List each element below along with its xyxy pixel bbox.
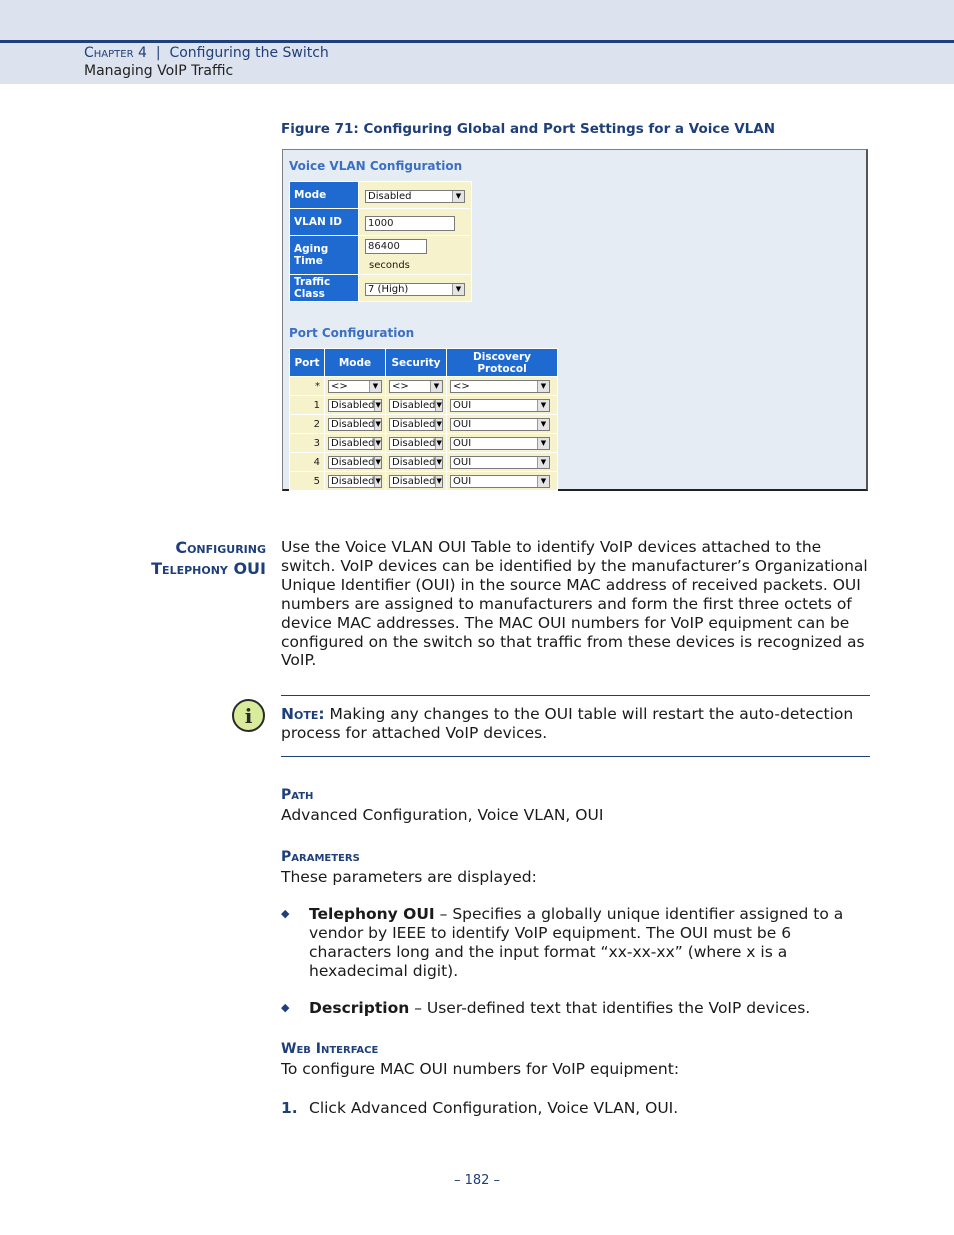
section-heading [151,537,266,579]
config-row-traffic-class [290,275,472,302]
param-term: Telephony OUI [309,905,435,923]
port-security-select[interactable]: Disabled ▼ [389,418,443,431]
chevron-down-icon: ▼ [452,284,464,295]
col-security: Security [386,349,447,377]
chevron-down-icon: ▼ [452,191,464,202]
traffic-class-select[interactable]: 7 (High) ▼ [365,283,465,296]
path-text: Advanced Configuration, Voice VLAN, OUI [281,806,604,824]
col-port: Port [290,349,325,377]
figure-caption: Figure 71: Configuring Global and Port Settings for a Voice VLAN [281,121,776,137]
chevron-down-icon: ▼ [537,457,549,468]
chevron-down-icon: ▼ [436,458,442,466]
chapter-label: Chapter 4 [84,45,147,61]
voice-vlan-table [289,181,472,302]
header-separator: | [155,45,161,61]
port-discovery-select[interactable]: OUI ▼ [450,456,550,469]
port-number: 1 [290,396,325,415]
header-section: Managing VoIP Traffic [84,63,234,79]
diamond-bullet-icon: ◆ [281,907,290,920]
chevron-down-icon: ▼ [537,419,549,430]
web-interface-heading: Web Interface [281,1041,379,1057]
port-mode-select[interactable]: <> ▼ [328,380,382,393]
port-config-table [289,348,558,491]
port-discovery-select[interactable]: OUI ▼ [450,437,550,450]
port-security-select[interactable]: <> ▼ [389,380,443,393]
port-security-select[interactable]: Disabled ▼ [389,456,443,469]
chevron-down-icon: ▼ [537,400,549,411]
port-mode-select[interactable]: Disabled ▼ [328,475,382,488]
port-security-select[interactable]: Disabled ▼ [389,437,443,450]
table-row [290,434,558,453]
chevron-down-icon: ▼ [537,381,549,392]
page-number: – 182 – [453,1173,501,1188]
figure-screenshot [282,149,868,491]
col-mode: Mode [325,349,386,377]
config-row-vlan-id [290,209,472,236]
note-top-rule [281,695,870,696]
chevron-down-icon: ▼ [369,381,381,392]
port-number: 3 [290,434,325,453]
path-heading: Path [281,787,314,803]
chevron-down-icon: ▼ [430,381,442,392]
port-discovery-select[interactable]: OUI ▼ [450,475,550,488]
voice-vlan-title: Voice VLAN Configuration [289,159,463,173]
param-desc: – Specifies a globally unique identifier assigned to a vendor by IEEE to identify VoIP equipment. The OUI must be 6 characters long and the input format “xx-xx-xx” (where x is a hexadecimal digit). [309,905,844,980]
note-bottom-rule [281,756,870,757]
port-security-select[interactable]: Disabled ▼ [389,399,443,412]
port-number: * [290,377,325,396]
note-text: Making any changes to the OUI table will restart the auto-detection process for attached VoIP devices. [281,705,854,742]
vlan-id-label: VLAN ID [290,209,359,236]
chevron-down-icon: ▼ [436,401,442,409]
port-number: 4 [290,453,325,472]
table-row [290,415,558,434]
list-item [309,905,869,981]
parameters-intro: These parameters are displayed: [281,868,537,886]
aging-time-label: Aging Time [290,236,359,275]
col-discovery-protocol: Discovery Protocol [447,349,558,377]
mode-label: Mode [290,182,359,209]
step-number: 1. [281,1099,298,1117]
port-number: 5 [290,472,325,491]
aging-time-unit: seconds [369,260,410,271]
param-term: Description [309,999,410,1017]
chevron-down-icon: ▼ [375,477,381,485]
port-header-row [290,349,558,377]
chevron-down-icon: ▼ [375,458,381,466]
param-desc: – User-defined text that identifies the VoIP devices. [414,999,811,1017]
header-chapter-line [84,45,329,61]
chevron-down-icon: ▼ [436,477,442,485]
mode-select[interactable]: Disabled ▼ [365,190,465,203]
chevron-down-icon: ▼ [537,476,549,487]
section-heading-line1: Configuring [175,538,266,557]
aging-time-input[interactable]: 86400 [365,239,427,254]
note-label: Note: [281,705,325,723]
table-row [290,377,558,396]
port-discovery-select[interactable]: OUI ▼ [450,399,550,412]
header-rule [0,40,954,43]
port-mode-select[interactable]: Disabled ▼ [328,418,382,431]
chevron-down-icon: ▼ [375,401,381,409]
parameters-heading: Parameters [281,849,360,865]
port-discovery-select[interactable]: OUI ▼ [450,418,550,431]
note-block [281,705,870,743]
chevron-down-icon: ▼ [436,439,442,447]
step-text: Click Advanced Configuration, Voice VLAN, OUI. [309,1099,679,1117]
port-mode-select[interactable]: Disabled ▼ [328,437,382,450]
info-icon: i [232,699,265,732]
config-row-mode [290,182,472,209]
chevron-down-icon: ▼ [436,420,442,428]
port-mode-select[interactable]: Disabled ▼ [328,456,382,469]
port-config-title: Port Configuration [289,326,415,340]
port-number: 2 [290,415,325,434]
table-row [290,396,558,415]
chevron-down-icon: ▼ [375,439,381,447]
section-heading-line2: Telephony OUI [151,559,266,578]
page-header [0,0,954,84]
port-discovery-select[interactable]: <> ▼ [450,380,550,393]
config-row-aging-time [290,236,472,275]
intro-paragraph: Use the Voice VLAN OUI Table to identify VoIP devices attached to the switch. VoIP devices can be identified by the manufacturer’s Organizational Unique Identifier (OUI) in the source MAC address of received packets. OUI numbers are assigned to manufacturers and form the first three octets of device MAC addresses. The MAC OUI numbers for VoIP equipment can be configured on the switch so that traffic from these devices is recognized as VoIP. [281,538,868,670]
chapter-title: Configuring the Switch [169,45,329,61]
port-mode-select[interactable]: Disabled ▼ [328,399,382,412]
web-interface-intro: To configure MAC OUI numbers for VoIP equipment: [281,1060,680,1078]
port-security-select[interactable]: Disabled ▼ [389,475,443,488]
traffic-class-label: Traffic Class [290,275,359,302]
chevron-down-icon: ▼ [375,420,381,428]
diamond-bullet-icon: ◆ [281,1001,290,1014]
vlan-id-input[interactable]: 1000 [365,216,455,231]
chevron-down-icon: ▼ [537,438,549,449]
table-row [290,472,558,491]
table-row [290,453,558,472]
list-item [309,999,869,1018]
